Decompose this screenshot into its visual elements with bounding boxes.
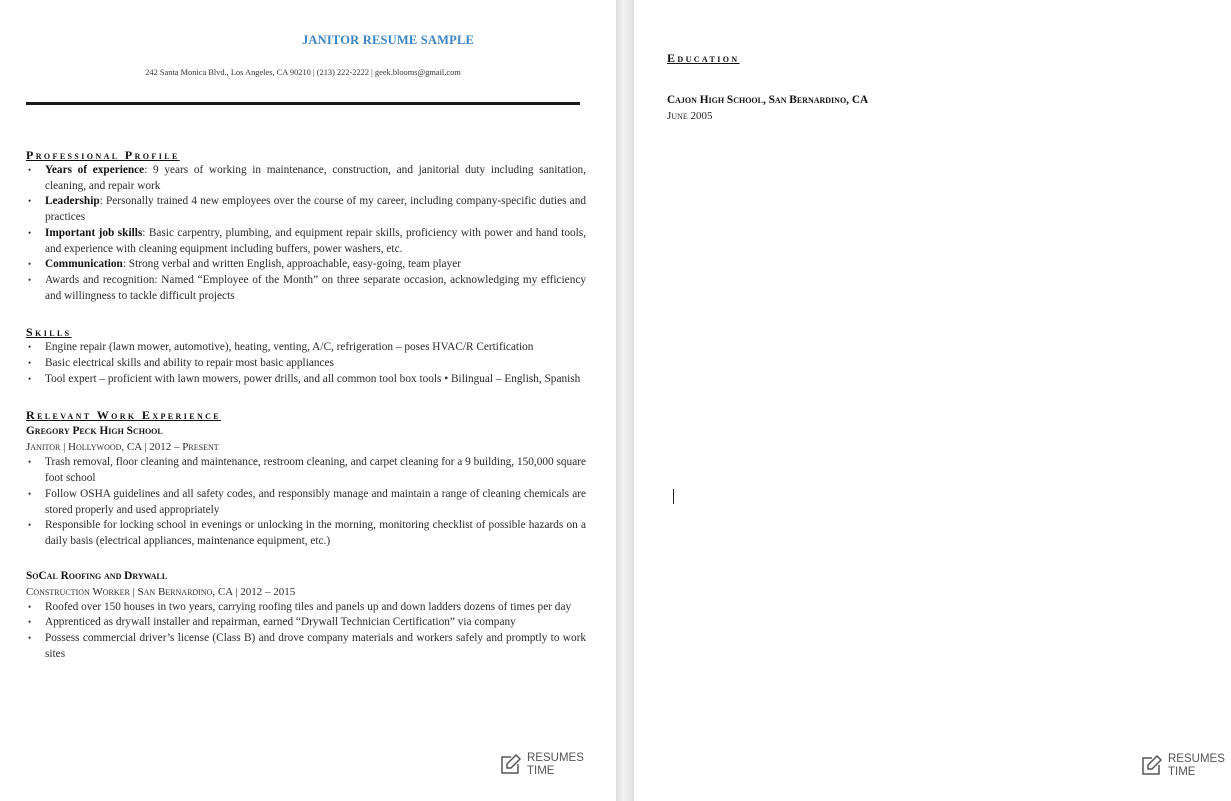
school-name: Cajon High School, San Bernardino, CA: [667, 94, 869, 106]
list-item: • Possess commercial driver’s license (Class B) and drove company materials and workers safely and promptly to work sites: [26, 631, 586, 662]
resumes-time-logo: [498, 752, 584, 778]
page-gutter: [616, 0, 634, 801]
logo-text-line2: TIME: [1168, 766, 1196, 778]
resume-body: [26, 147, 586, 662]
edit-icon: [1139, 754, 1163, 778]
contact-info: 242 Santa Monica Blvd., Los Angeles, CA 90210 | (213) 222-2222 | geek.blooms@gmail.com: [145, 68, 461, 77]
logo-text-line1: RESUMES: [527, 752, 584, 764]
list-item: • Important job skills: Basic carpentry, plumbing, and equipment repair skills, proficiency with power and hand tools, and experience with cleaning equipment including buffers, power washers, etc.: [26, 226, 586, 257]
list-item: • Awards and recognition: Named “Employee of the Month” on three separate occasion, acknowledging my efficiency and willingness to tackle difficult projects: [26, 273, 586, 304]
graduation-date: June 2005: [667, 110, 713, 122]
section-heading-profile: Professional Profile: [26, 148, 180, 162]
employer-name: Gregory Peck High School: [26, 425, 163, 438]
list-item: • Engine repair (lawn mower, automotive), heating, venting, A/C, refrigeration – poses HVAC/R Certification: [26, 340, 586, 356]
list-item: • Trash removal, floor cleaning and maintenance, restroom cleaning, and carpet cleaning for a 9 building, 150,000 square foot school: [26, 455, 586, 486]
list-item: • Years of experience: 9 years of working in maintenance, construction, and janitorial duty including sanitation, cleaning, and repair work: [26, 163, 586, 194]
section-heading-education: Education: [667, 51, 740, 65]
document-page-2[interactable]: [634, 0, 1231, 801]
job-bullets: [26, 600, 586, 663]
list-item: • Follow OSHA guidelines and all safety codes, and responsibly manage and maintain a range of cleaning chemicals are stored properly and used appropriately: [26, 487, 586, 518]
list-item: • Basic electrical skills and ability to repair most basic appliances: [26, 356, 586, 372]
list-item: • Communication: Strong verbal and written English, approachable, easy-going, team player: [26, 257, 586, 273]
list-item: • Leadership: Personally trained 4 new employees over the course of my career, including company-specific duties and practices: [26, 194, 586, 225]
header-divider: [26, 102, 580, 105]
logo-text-line2: TIME: [527, 765, 555, 777]
resume-title: JANITOR RESUME SAMPLE: [301, 33, 475, 47]
profile-list: [26, 163, 586, 304]
list-item: • Apprenticed as drywall installer and repairman, earned “Drywall Technician Certification” via company: [26, 615, 586, 631]
resumes-time-logo: [1139, 753, 1225, 779]
job-role: Janitor | Hollywood, CA | 2012 – Present: [26, 441, 219, 454]
text-cursor: [673, 489, 674, 504]
job-role: Construction Worker | San Bernardino, CA | 2012 – 2015: [26, 585, 296, 598]
logo-text-line1: RESUMES: [1168, 753, 1225, 765]
edit-icon: [498, 753, 522, 777]
employer-name: SoCal Roofing and Drywall: [26, 569, 168, 582]
job-bullets: [26, 455, 586, 549]
skills-list: [26, 340, 586, 387]
section-heading-skills: Skills: [26, 325, 72, 340]
list-item: • Tool expert – proficient with lawn mowers, power drills, and all common tool box tools • Bilingual – English, Spanish: [26, 372, 586, 388]
list-item: • Responsible for locking school in evenings or unlocking in the morning, monitoring checklist of possible hazards on a daily basis (electrical appliances, maintenance equipment, etc.): [26, 518, 586, 549]
list-item: • Roofed over 150 houses in two years, carrying roofing tiles and panels up and down ladders dozens of times per day: [26, 600, 586, 616]
section-heading-experience: Relevant Work Experience: [26, 408, 222, 423]
